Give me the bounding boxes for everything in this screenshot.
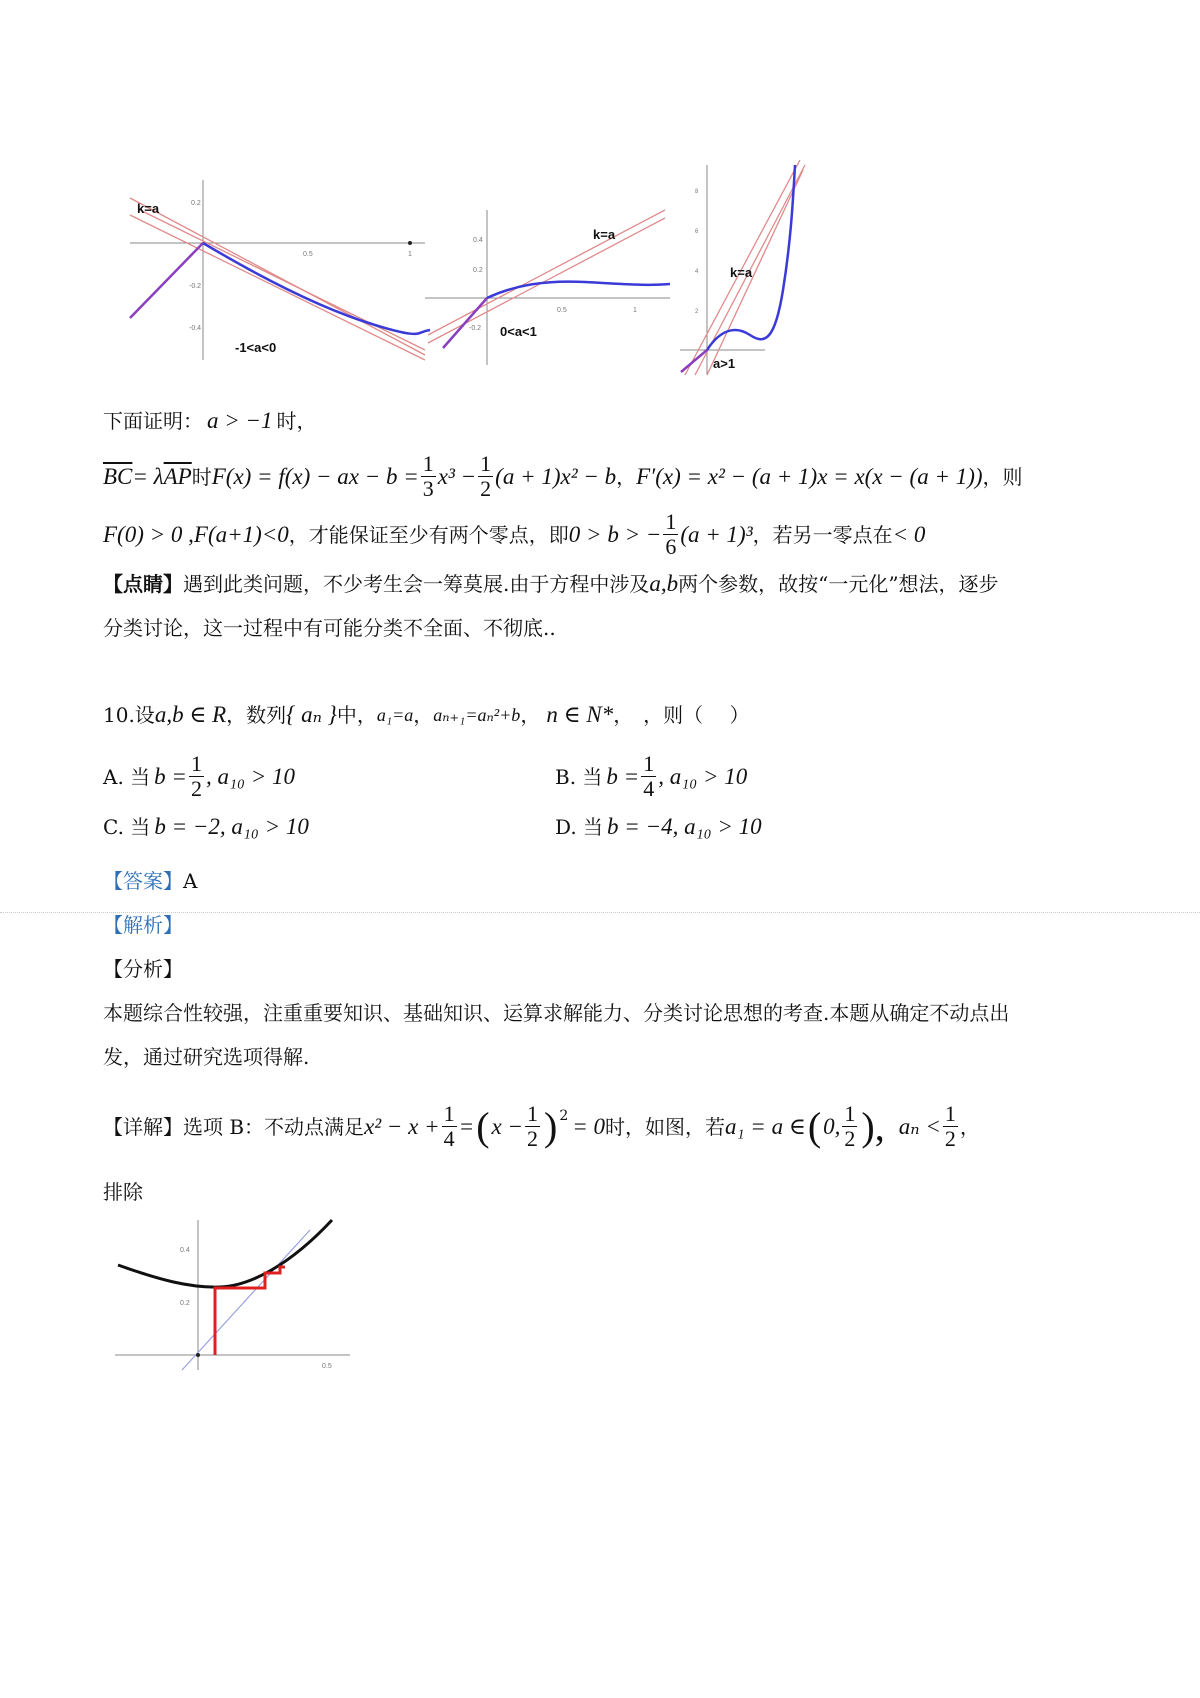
f1-tangent-label: k=a [137,201,160,216]
fenxi-text: 本题综合性较强，注重重要知识、基础知识、运算求解能力、分类讨论思想的考查.本题从确定不动点出 [103,1001,1010,1025]
fenxi-text-cont: 发，通过研究选项得解. [103,1045,310,1069]
f2-tangent [428,210,665,335]
top-figures [125,160,825,380]
f3-tick-label: 6 [695,229,699,235]
f3-tick-label: 8 [695,189,699,195]
option-a: A. 当 b = $\frac{1}{2}$ , a₁₀ > 10 [103,751,295,801]
f1-tick-label: -0.2 [189,283,202,290]
f1-tick-label: 0.5 [303,251,313,258]
f1-tangent [130,215,425,360]
f2-caption: 0<a<1 [500,324,537,339]
f2-tangent-label: k=a [593,227,616,242]
f4-parabola [118,1220,332,1287]
f-definition-line: $\overline{BC}$ = λ $\overline{AP}$ 时 F(x) = f(x) − ax − b = $\frac{1}{3}$ x³ − $\frac{1}{2}$ (a + 1)x² − b ， F′(x) = x² − (a + 1)x = x(x − (a + 1)) ，则 [103,451,1023,501]
figure-1 [130,180,430,360]
f2-tick-label: 0.4 [473,237,483,244]
f4-identity-line [182,1230,310,1370]
f3-caption: a>1 [713,356,736,371]
f2-tick-label: 1 [633,307,637,314]
cobweb-figure [110,1210,360,1375]
fenxi-heading: 【分析】 [103,957,183,981]
f1-left-branch [130,243,203,318]
xiangjie-line: 【详解】 选项 B：不动点满足 x² − x + $\frac{1}{4}$ = ( x − $\frac{1}{2}$ ) 2 = 0 时，如图，若 a₁ = a ∈ ( 0, $\frac{1}{2}$ ), aₙ < $\frac{1}{2}$ ， [103,1101,980,1151]
dianjing-paragraph: 【点睛】遇到此类问题，不少考生会一筹莫展.由于方程中涉及a,b两个参数，故按“一元化”想法，逐步 [103,571,999,596]
f1-tangent [140,210,425,350]
f4-tick-label: 0.2 [180,1300,190,1307]
f1-tangent [130,198,425,355]
f2-tick-label: 0.5 [557,307,567,314]
f4-origin [196,1353,200,1357]
f3-tangent [707,170,803,375]
f2-tick-label: 0.2 [473,267,483,274]
paichu-text: 排除 [103,1180,143,1204]
figure-2 [425,210,670,365]
f1-tick-label: 0.2 [191,200,201,207]
dianjing-paragraph-cont: 分类讨论，这一过程中有可能分类不全面、不彻底.. [103,616,556,640]
f1-point [408,241,412,245]
figure-3 [680,160,805,375]
option-b: B. 当 b = $\frac{1}{4}$ , a₁₀ > 10 [555,751,748,801]
f1-curve [203,243,430,334]
f4-tick-label: 0.4 [180,1247,190,1254]
f1-tick-label: 1 [408,251,412,258]
answer-line: 【答案】A [103,869,198,893]
option-c: C. 当 b = −2, a₁₀ > 10 [103,814,309,839]
f1-caption: -1<a<0 [235,340,277,355]
jiexi-heading: 【解析】 [103,913,183,937]
question-10: 10.设 a,b ∈ R ，数列 { aₙ } 中， a₁=a ， aₙ₊₁=aₙ²+b ， n ∈ N* ， ，则（ ） [103,702,750,727]
option-d: D. 当 b = −4, a₁₀ > 10 [555,814,762,839]
f2-tick-label: -0.2 [469,325,482,332]
f3-tick-label: 2 [695,309,699,315]
f3-tangent-label: k=a [730,265,753,280]
f3-tick-label: 4 [695,269,699,275]
f4-tick-label: 0.5 [322,1363,332,1370]
f3-left-branch [681,350,707,372]
f1-tick-label: -0.4 [189,325,202,332]
zero-condition-line: F(0) > 0 ,F(a+1)<0 ，才能保证至少有两个零点，即 0 > b > − $\frac{1}{6}$ (a + 1)³ ，若另一零点在 < 0 [103,509,926,559]
proof-line: 下面证明： a > −1 时， [103,408,317,433]
